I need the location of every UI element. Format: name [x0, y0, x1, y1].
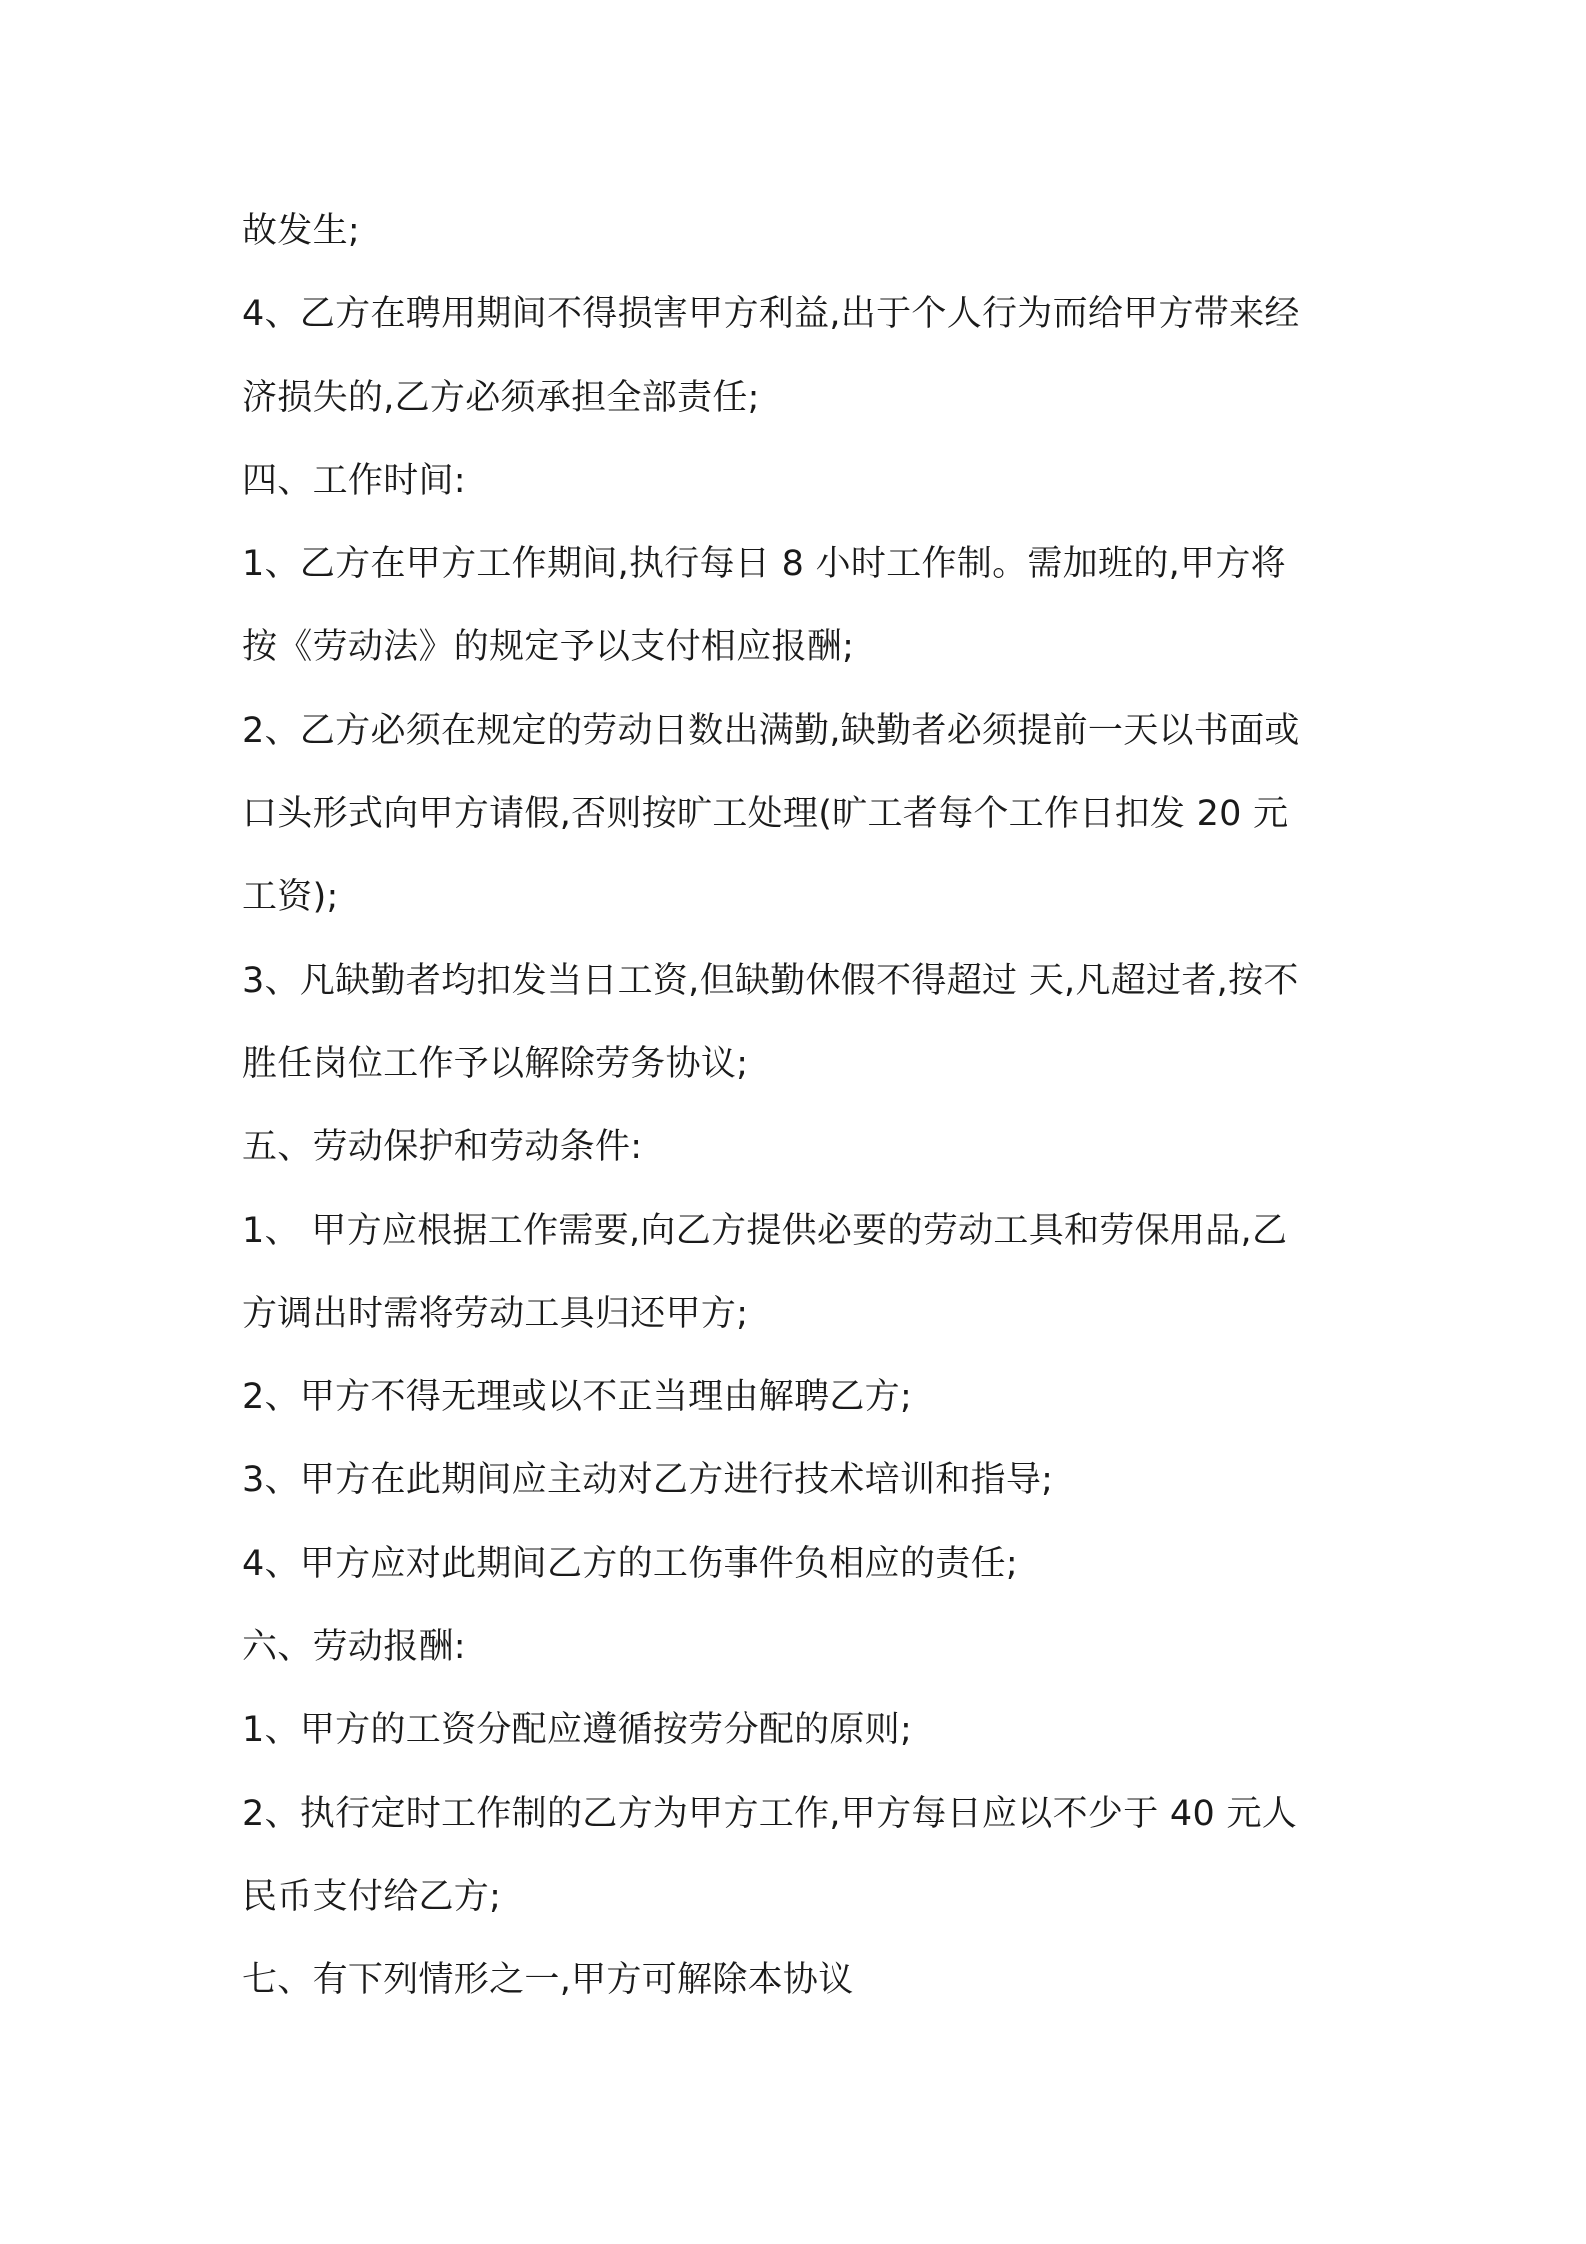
text-line: 2、乙方必须在规定的劳动日数出满勤,缺勤者必须提前一天以书面或 — [242, 710, 1300, 751]
section-heading: 五、劳动保护和劳动条件: — [242, 1127, 643, 1168]
text-line: 工资); — [242, 877, 339, 918]
text-line: 4、乙方在聘用期间不得损害甲方利益,出于个人行为而给甲方带来经 — [242, 294, 1300, 335]
text-line: 2、执行定时工作制的乙方为甲方工作,甲方每日应以不少于 40 元人 — [242, 1793, 1298, 1834]
text-line: 口头形式向甲方请假,否则按旷工处理(旷工者每个工作日扣发 20 元 — [242, 794, 1289, 835]
text-line: 3、凡缺勤者均扣发当日工资,但缺勤休假不得超过 天,凡超过者,按不 — [242, 960, 1299, 1001]
text-line: 1、甲方的工资分配应遵循按劳分配的原则; — [242, 1710, 913, 1751]
section-heading: 七、有下列情形之一,甲方可解除本协议 — [242, 1960, 854, 2001]
text-line: 故发生; — [242, 211, 360, 251]
text-line: 济损失的,乙方必须承担全部责任; — [242, 377, 760, 418]
text-line: 1、 甲方应根据工作需要,向乙方提供必要的劳动工具和劳保用品,乙 — [242, 1210, 1288, 1251]
document-body — [242, 190, 1362, 2023]
text-line: 4、甲方应对此期间乙方的工伤事件负相应的责任; — [242, 1543, 1018, 1584]
text-line: 胜任岗位工作予以解除劳务协议; — [242, 1043, 749, 1084]
section-heading: 六、劳动报酬: — [242, 1627, 466, 1668]
text-line: 方调出时需将劳动工具归还甲方; — [242, 1293, 749, 1334]
text-line: 民币支付给乙方; — [242, 1876, 502, 1917]
text-line: 按《劳动法》的规定予以支付相应报酬; — [242, 627, 855, 668]
text-line: 3、甲方在此期间应主动对乙方进行技术培训和指导; — [242, 1460, 1054, 1501]
text-line: 2、甲方不得无理或以不正当理由解聘乙方; — [242, 1377, 913, 1418]
text-line: 1、乙方在甲方工作期间,执行每日 8 小时工作制。需加班的,甲方将 — [242, 544, 1286, 585]
section-heading: 四、工作时间: — [242, 460, 466, 501]
